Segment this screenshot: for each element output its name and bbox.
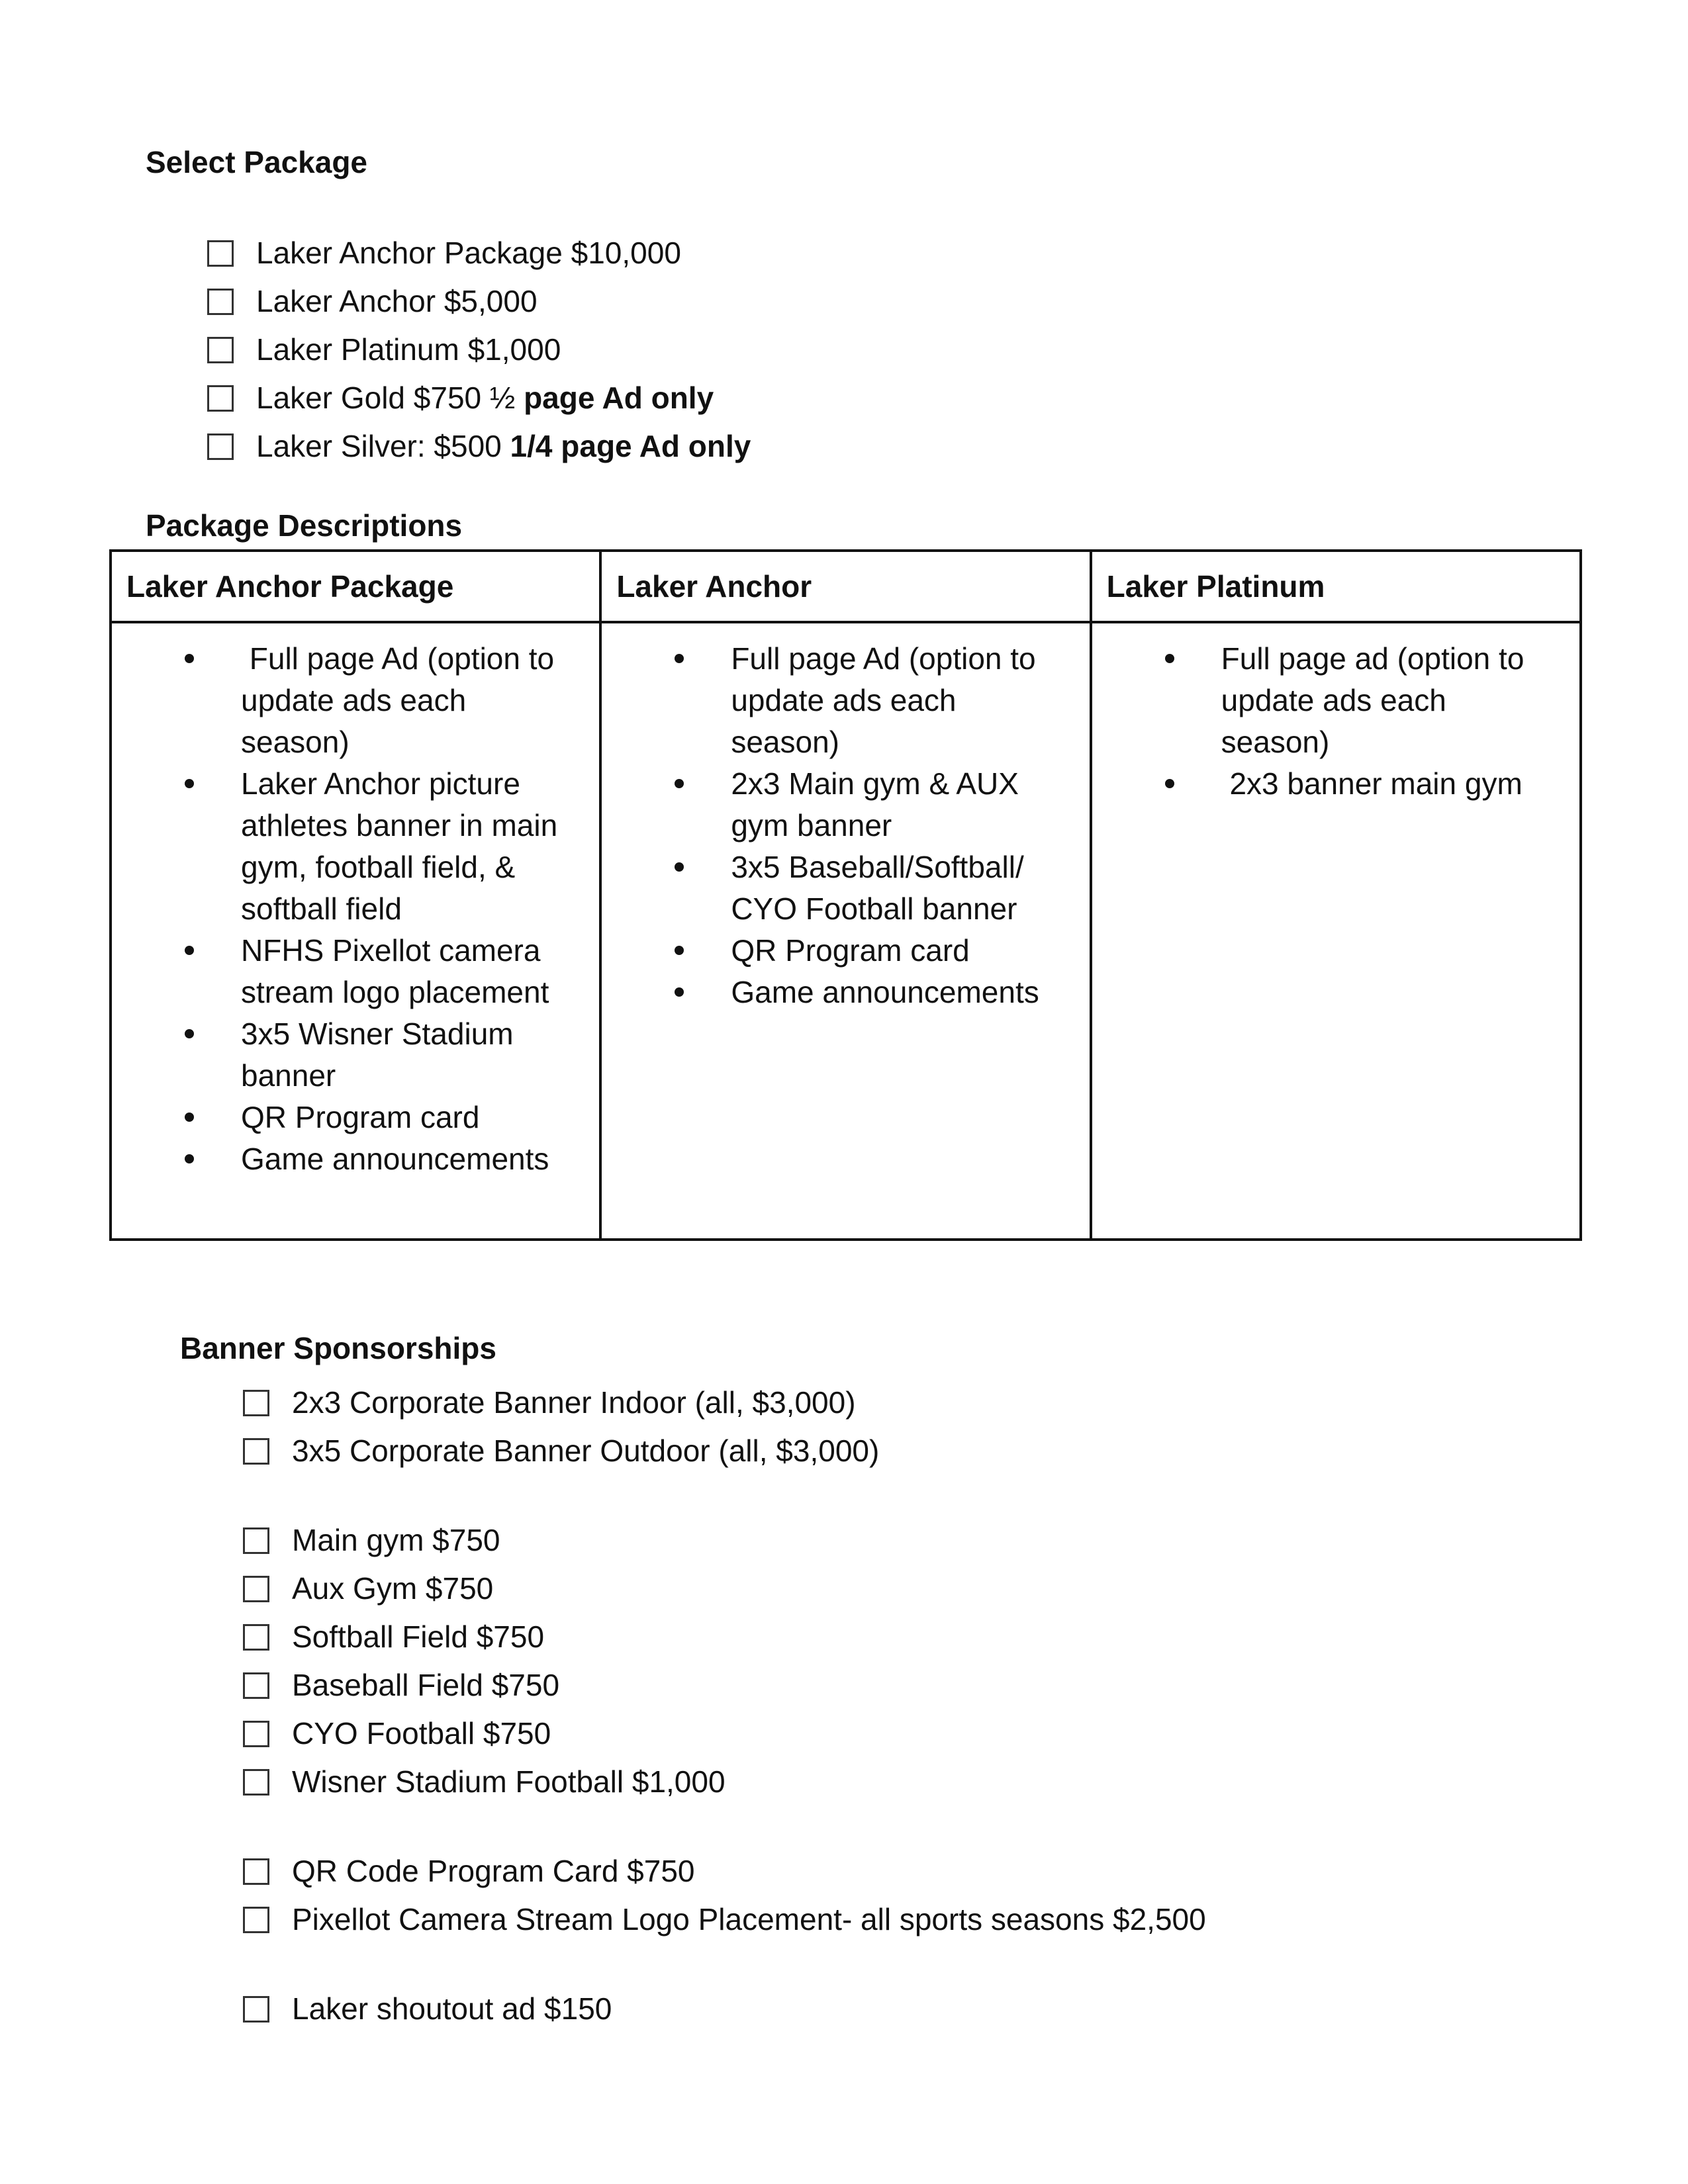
- banner-option-pixellot-logo[interactable]: [243, 1895, 1206, 1944]
- bullet-icon: [675, 779, 684, 788]
- checkbox-icon[interactable]: [243, 1438, 269, 1465]
- option-note: page Ad only: [524, 381, 714, 415]
- option-label: Baseball Field $750: [292, 1668, 560, 1702]
- bullet-icon: [675, 654, 684, 663]
- checkbox-icon[interactable]: [243, 1769, 269, 1796]
- checkbox-icon[interactable]: [243, 1996, 269, 2023]
- checkbox-icon[interactable]: [243, 1721, 269, 1747]
- checkbox-icon[interactable]: [207, 337, 234, 363]
- banner-option-cyo-football[interactable]: [243, 1709, 1206, 1758]
- bullet-list: [602, 638, 1076, 1013]
- banner-option-outdoor-corporate[interactable]: [243, 1427, 1206, 1475]
- checkbox-icon[interactable]: [243, 1624, 269, 1651]
- option-label: Laker Gold $750 ½: [256, 381, 524, 415]
- list-item: Full page Ad (option to update ads each season): [602, 638, 1076, 763]
- list-item: Laker Anchor picture athletes banner in main gym, football field, & softball field: [112, 763, 586, 930]
- bullet-icon: [185, 779, 194, 788]
- table-cell-anchor-package: [111, 622, 600, 1240]
- package-descriptions-heading: Package Descriptions: [146, 508, 463, 543]
- package-option-gold[interactable]: [207, 374, 751, 422]
- banner-option-qr-program-card[interactable]: [243, 1847, 1206, 1895]
- column-header: Laker Platinum: [1091, 551, 1581, 622]
- bullet-icon: [185, 946, 194, 955]
- bullet-icon: [675, 946, 684, 955]
- bullet-icon: [185, 1113, 194, 1122]
- list-item: QR Program card: [602, 930, 1076, 972]
- table-cell-platinum: [1091, 622, 1581, 1240]
- option-label: CYO Football $750: [292, 1716, 551, 1751]
- bullet-icon: [1165, 779, 1174, 788]
- package-option-silver[interactable]: [207, 422, 751, 471]
- banner-option-indoor-corporate[interactable]: [243, 1379, 1206, 1427]
- banner-option-baseball-field[interactable]: [243, 1661, 1206, 1709]
- column-header: Laker Anchor Package: [111, 551, 600, 622]
- option-label: QR Code Program Card $750: [292, 1854, 695, 1888]
- bullet-list: [112, 638, 586, 1180]
- banner-option-wisner-stadium[interactable]: [243, 1758, 1206, 1806]
- checkbox-icon[interactable]: [243, 1390, 269, 1416]
- checkbox-icon[interactable]: [243, 1907, 269, 1933]
- banner-option-softball-field[interactable]: [243, 1613, 1206, 1661]
- package-option-platinum[interactable]: [207, 326, 751, 374]
- package-descriptions-table: [109, 549, 1582, 1241]
- option-label: Laker Silver: $500: [256, 429, 510, 463]
- option-label: 2x3 Corporate Banner Indoor (all, $3,000): [292, 1385, 856, 1420]
- checkbox-icon[interactable]: [243, 1576, 269, 1602]
- table-cell-anchor: [600, 622, 1090, 1240]
- list-item: 3x5 Baseball/Softball/ CYO Football banner: [602, 846, 1076, 930]
- option-label: Laker shoutout ad $150: [292, 1991, 612, 2026]
- list-item: Full page Ad (option to update ads each season): [112, 638, 586, 763]
- bullet-icon: [675, 987, 684, 997]
- package-option-anchor[interactable]: [207, 277, 751, 326]
- checkbox-icon[interactable]: [243, 1858, 269, 1885]
- checkbox-icon[interactable]: [207, 289, 234, 315]
- option-label: Laker Anchor $5,000: [256, 284, 538, 318]
- checkbox-icon[interactable]: [207, 433, 234, 460]
- option-label: Wisner Stadium Football $1,000: [292, 1764, 726, 1799]
- package-option-anchor-package[interactable]: [207, 229, 751, 277]
- bullet-icon: [185, 1154, 194, 1163]
- select-package-heading: Select Package: [146, 145, 368, 179]
- list-item: 3x5 Wisner Stadium banner: [112, 1013, 586, 1097]
- bullet-list: [1092, 638, 1566, 805]
- banner-option-aux-gym[interactable]: [243, 1565, 1206, 1613]
- list-item: Game announcements: [602, 972, 1076, 1013]
- option-label: Main gym $750: [292, 1523, 500, 1557]
- bullet-icon: [1165, 654, 1174, 663]
- bullet-icon: [185, 654, 194, 663]
- banner-option-main-gym[interactable]: [243, 1516, 1206, 1565]
- list-item: Game announcements: [112, 1138, 586, 1180]
- bullet-icon: [185, 1029, 194, 1038]
- option-label: 3x5 Corporate Banner Outdoor (all, $3,000): [292, 1433, 880, 1468]
- checkbox-icon[interactable]: [243, 1672, 269, 1699]
- list-item: 2x3 Main gym & AUX gym banner: [602, 763, 1076, 846]
- package-options-list: [207, 229, 751, 471]
- option-label: Softball Field $750: [292, 1619, 545, 1654]
- checkbox-icon[interactable]: [207, 240, 234, 267]
- banner-sponsorships-heading: Banner Sponsorships: [180, 1331, 496, 1365]
- option-label: Laker Platinum $1,000: [256, 332, 561, 367]
- column-header: Laker Anchor: [600, 551, 1090, 622]
- list-item: NFHS Pixellot camera stream logo placement: [112, 930, 586, 1013]
- option-label: Aux Gym $750: [292, 1571, 494, 1606]
- list-item: Full page ad (option to update ads each season): [1092, 638, 1566, 763]
- list-item: 2x3 banner main gym: [1092, 763, 1566, 805]
- option-label: Laker Anchor Package $10,000: [256, 236, 681, 270]
- list-item: QR Program card: [112, 1097, 586, 1138]
- checkbox-icon[interactable]: [207, 385, 234, 412]
- table-row: [111, 622, 1581, 1240]
- banner-option-shoutout-ad[interactable]: [243, 1985, 1206, 2033]
- bullet-icon: [675, 862, 684, 872]
- banner-options-list: [243, 1379, 1206, 2033]
- option-note: 1/4 page Ad only: [510, 429, 751, 463]
- table-header-row: [111, 551, 1581, 622]
- checkbox-icon[interactable]: [243, 1527, 269, 1554]
- option-label: Pixellot Camera Stream Logo Placement- all sports seasons $2,500: [292, 1902, 1206, 1936]
